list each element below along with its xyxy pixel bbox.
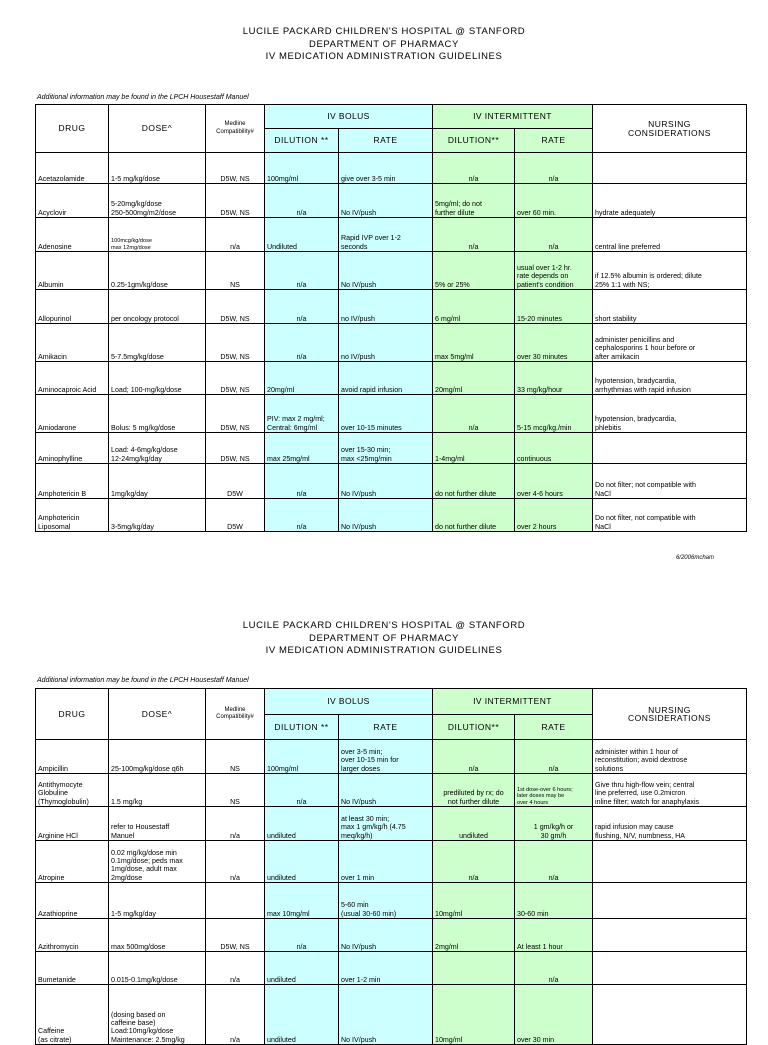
- col-compatibility: Medline Compatibility#: [206, 689, 265, 740]
- col-int-rate: RATE: [515, 129, 593, 153]
- col-drug: DRUG: [36, 689, 109, 740]
- page2-header: [0, 620, 768, 658]
- nursing-cell: [593, 919, 747, 952]
- dose-cell: Bolus: 5 mg/kg/dose: [109, 395, 206, 433]
- bolus-dilution-cell: n/a: [265, 919, 339, 952]
- bolus-dilution-cell: n/a: [265, 464, 339, 499]
- int-dilution-cell: 5mg/ml; do not further dilute: [433, 184, 515, 218]
- bolus-rate-cell: No IV/push: [339, 499, 433, 532]
- dose-cell: 100mcg/kg/dose max 12mg/dose: [109, 218, 206, 252]
- dose-cell: 3-5mg/kg/day: [109, 499, 206, 532]
- nursing-cell: [593, 153, 747, 184]
- bolus-rate-cell: give over 3-5 min: [339, 153, 433, 184]
- int-rate-cell: At least 1 hour: [515, 919, 593, 952]
- hospital-name: LUCILE PACKARD CHILDREN'S HOSPITAL @ STANFORD: [242, 620, 526, 631]
- drug-cell: Acetazolamide: [36, 153, 109, 184]
- drug-cell: Amphotericin Liposomal: [36, 499, 109, 532]
- int-rate-cell: n/a: [515, 218, 593, 252]
- document-title: IV MEDICATION ADMINISTRATION GUIDELINES: [265, 645, 503, 656]
- drug-cell: Azathioprine: [36, 883, 109, 919]
- int-rate-cell: 5-15 mcg/kg./min: [515, 395, 593, 433]
- bolus-dilution-cell: undiluted: [265, 841, 339, 883]
- table-row: [36, 985, 747, 1045]
- nursing-cell: administer penicillins and cephalosporins 1 hour before or after amikacin: [593, 324, 747, 362]
- int-rate-cell: over 60 min.: [515, 184, 593, 218]
- dose-cell: (dosing based on caffeine base) Load:10mg/kg/dose Maintenance: 2.5mg/kg: [109, 985, 206, 1045]
- table-row: [36, 218, 747, 252]
- col-bolus-rate: RATE: [339, 129, 433, 153]
- bolus-dilution-cell: 20mg/ml: [265, 362, 339, 395]
- bolus-dilution-cell: Undiluted: [265, 218, 339, 252]
- hospital-name: LUCILE PACKARD CHILDREN'S HOSPITAL @ STANFORD: [242, 26, 526, 37]
- compatibility-cell: n/a: [206, 807, 265, 841]
- page1-header: [0, 26, 768, 64]
- col-bolus-dilution: DILUTION **: [265, 129, 339, 153]
- nursing-cell: Give thru high-flow vein; central line preferred, use 0.2micron inline filter; watch for anaphylaxis: [593, 774, 747, 807]
- table-row: [36, 433, 747, 464]
- dose-cell: 0.015-0.1mg/kg/dose: [109, 952, 206, 985]
- int-dilution-cell: n/a: [433, 395, 515, 433]
- drug-cell: Antithymocyte Globuline (Thymoglobulin): [36, 774, 109, 807]
- bolus-dilution-cell: undiluted: [265, 985, 339, 1045]
- bolus-dilution-cell: n/a: [265, 324, 339, 362]
- dose-cell: 5-20mg/kg/dose 250-500mg/m2/dose: [109, 184, 206, 218]
- col-int-rate: RATE: [515, 715, 593, 740]
- bolus-rate-cell: Rapid IVP over 1-2 seconds: [339, 218, 433, 252]
- bolus-rate-cell: over 10-15 minutes: [339, 395, 433, 433]
- int-rate-cell: 15-20 minutes: [515, 290, 593, 324]
- table-row: [36, 919, 747, 952]
- table-row: [36, 290, 747, 324]
- compatibility-cell: D5W, NS: [206, 395, 265, 433]
- table-row: [36, 252, 747, 290]
- dose-cell: refer to Housestaff Manuel: [109, 807, 206, 841]
- dose-cell: 0.02 mg/kg/dose min 0.1mg/dose; peds max 1mg/dose, adult max 2mg/dose: [109, 841, 206, 883]
- compatibility-cell: D5W, NS: [206, 153, 265, 184]
- int-dilution-cell: 2mg/ml: [433, 919, 515, 952]
- drug-cell: Amiodarone: [36, 395, 109, 433]
- table-row: [36, 807, 747, 841]
- bolus-dilution-cell: undiluted: [265, 807, 339, 841]
- drug-cell: Bumetanide: [36, 952, 109, 985]
- compatibility-cell: D5W, NS: [206, 362, 265, 395]
- table-row: [36, 952, 747, 985]
- int-rate-cell: usual over 1-2 hr. rate depends on patient's condition: [515, 252, 593, 290]
- compatibility-cell: n/a: [206, 952, 265, 985]
- col-compatibility: Medline Compatibility#: [206, 105, 265, 153]
- compatibility-cell: D5W: [206, 499, 265, 532]
- dose-cell: Load: 4-6mg/kg/dose 12-24mg/kg/day: [109, 433, 206, 464]
- bolus-dilution-cell: max 10mg/ml: [265, 883, 339, 919]
- int-rate-cell: 30-60 min: [515, 883, 593, 919]
- housestaff-note: Additional information may be found in the LPCH Housestaff Manuel: [37, 94, 249, 101]
- int-dilution-cell: 20mg/ml: [433, 362, 515, 395]
- bolus-dilution-cell: n/a: [265, 290, 339, 324]
- nursing-cell: central line preferred: [593, 218, 747, 252]
- compatibility-cell: D5W, NS: [206, 324, 265, 362]
- bolus-dilution-cell: n/a: [265, 499, 339, 532]
- group-iv-bolus: IV BOLUS: [265, 689, 433, 715]
- nursing-cell: [593, 952, 747, 985]
- group-iv-intermittent: IV INTERMITTENT: [433, 689, 593, 715]
- compatibility-cell: n/a: [206, 218, 265, 252]
- revision-stamp: 6/2006mcham: [675, 555, 714, 561]
- col-bolus-rate: RATE: [339, 715, 433, 740]
- col-int-dilution: DILUTION**: [433, 129, 515, 153]
- col-bolus-dilution: DILUTION **: [265, 715, 339, 740]
- table-row: [36, 740, 747, 774]
- int-dilution-cell: undiluted: [433, 807, 515, 841]
- dose-cell: 1-5 mg/kg/dose: [109, 153, 206, 184]
- int-dilution-cell: n/a: [433, 153, 515, 184]
- drug-cell: Aminophylline: [36, 433, 109, 464]
- drug-cell: Aminocaproic Acid: [36, 362, 109, 395]
- int-rate-cell: over 30 minutes: [515, 324, 593, 362]
- int-rate-cell: 33 mg/kg/hour: [515, 362, 593, 395]
- int-dilution-cell: 10mg/ml: [433, 985, 515, 1045]
- table-row: [36, 153, 747, 184]
- table-row: [36, 841, 747, 883]
- bolus-rate-cell: no IV/push: [339, 324, 433, 362]
- int-dilution-cell: [433, 952, 515, 985]
- int-rate-cell: over 2 hours: [515, 499, 593, 532]
- department-name: DEPARTMENT OF PHARMACY: [309, 38, 459, 50]
- drug-cell: Arginine HCl: [36, 807, 109, 841]
- table-row: [36, 395, 747, 433]
- int-rate-cell: 1st dose-over 6 hours; later doses may be over 4 hours: [515, 774, 593, 807]
- dose-cell: 1mg/kg/day: [109, 464, 206, 499]
- compatibility-cell: NS: [206, 740, 265, 774]
- table-row: [36, 184, 747, 218]
- int-dilution-cell: prediluted by rx; do not further dilute: [433, 774, 515, 807]
- department-name: DEPARTMENT OF PHARMACY: [309, 632, 459, 644]
- dose-cell: 1-5 mg/kg/day: [109, 883, 206, 919]
- table-row: [36, 883, 747, 919]
- nursing-cell: if 12.5% albumin is ordered; dilute 25% 1:1 with NS;: [593, 252, 747, 290]
- nursing-cell: hypotension, bradycardia, phlebitis: [593, 395, 747, 433]
- compatibility-cell: n/a: [206, 985, 265, 1045]
- table-row: [36, 324, 747, 362]
- col-nursing: NURSING CONSIDERATIONS: [593, 689, 747, 740]
- guidelines-table-page1: [35, 104, 747, 532]
- nursing-cell: rapid infusion may cause flushing, N/V, numbness, HA: [593, 807, 747, 841]
- dose-cell: 25-100mg/kg/dose q6h: [109, 740, 206, 774]
- bolus-rate-cell: avoid rapid infusion: [339, 362, 433, 395]
- nursing-cell: Do not filter, not compatible with NaCl: [593, 499, 747, 532]
- int-dilution-cell: n/a: [433, 740, 515, 774]
- dose-cell: per oncology protocol: [109, 290, 206, 324]
- nursing-cell: Do not filter; not compatible with NaCl: [593, 464, 747, 499]
- compatibility-cell: [206, 883, 265, 919]
- bolus-dilution-cell: 100mg/ml: [265, 740, 339, 774]
- bolus-rate-cell: over 1 min: [339, 841, 433, 883]
- int-dilution-cell: n/a: [433, 218, 515, 252]
- int-rate-cell: 1 gm/kg/h or 30 gm/h: [515, 807, 593, 841]
- drug-cell: Acyclovir: [36, 184, 109, 218]
- col-drug: DRUG: [36, 105, 109, 153]
- int-rate-cell: n/a: [515, 153, 593, 184]
- int-dilution-cell: 10mg/ml: [433, 883, 515, 919]
- nursing-cell: short stability: [593, 290, 747, 324]
- group-iv-bolus: IV BOLUS: [265, 105, 433, 129]
- compatibility-cell: NS: [206, 774, 265, 807]
- bolus-rate-cell: no IV/push: [339, 290, 433, 324]
- drug-cell: Amphotericin B: [36, 464, 109, 499]
- housestaff-note: Additional information may be found in the LPCH Housestaff Manuel: [37, 677, 249, 684]
- drug-cell: Caffeine (as citrate): [36, 985, 109, 1045]
- drug-cell: Azithromycin: [36, 919, 109, 952]
- bolus-rate-cell: over 3-5 min; over 10-15 min for larger doses: [339, 740, 433, 774]
- bolus-dilution-cell: 100mg/ml: [265, 153, 339, 184]
- int-rate-cell: n/a: [515, 952, 593, 985]
- drug-cell: Allopurinol: [36, 290, 109, 324]
- int-rate-cell: continuous: [515, 433, 593, 464]
- col-dose: DOSE^: [109, 689, 206, 740]
- col-dose: DOSE^: [109, 105, 206, 153]
- nursing-cell: [593, 985, 747, 1045]
- nursing-cell: [593, 841, 747, 883]
- compatibility-cell: n/a: [206, 841, 265, 883]
- bolus-rate-cell: No IV/push: [339, 184, 433, 218]
- drug-cell: Albumin: [36, 252, 109, 290]
- nursing-cell: [593, 433, 747, 464]
- dose-cell: 0.25-1gm/kg/dose: [109, 252, 206, 290]
- int-rate-cell: n/a: [515, 841, 593, 883]
- bolus-rate-cell: at least 30 min; max 1 gm/kg/h (4.75 meq/kg/h): [339, 807, 433, 841]
- int-dilution-cell: max 5mg/ml: [433, 324, 515, 362]
- table-row: [36, 774, 747, 807]
- bolus-dilution-cell: n/a: [265, 252, 339, 290]
- bolus-dilution-cell: max 25mg/ml: [265, 433, 339, 464]
- bolus-rate-cell: No IV/push: [339, 774, 433, 807]
- guidelines-table-page2: [35, 688, 747, 1045]
- dose-cell: Load; 100-mg/kg/dose: [109, 362, 206, 395]
- bolus-rate-cell: No IV/push: [339, 464, 433, 499]
- int-dilution-cell: 1-4mg/ml: [433, 433, 515, 464]
- bolus-rate-cell: No IV/push: [339, 919, 433, 952]
- int-dilution-cell: n/a: [433, 841, 515, 883]
- int-dilution-cell: do not further dilute: [433, 499, 515, 532]
- drug-cell: Atropine: [36, 841, 109, 883]
- col-int-dilution: DILUTION**: [433, 715, 515, 740]
- table-row: [36, 499, 747, 532]
- int-dilution-cell: 5% or 25%: [433, 252, 515, 290]
- int-dilution-cell: do not further dilute: [433, 464, 515, 499]
- compatibility-cell: NS: [206, 252, 265, 290]
- nursing-cell: hypotension, bradycardia, arrhythmias with rapid infusion: [593, 362, 747, 395]
- int-rate-cell: n/a: [515, 740, 593, 774]
- bolus-dilution-cell: undiluted: [265, 952, 339, 985]
- int-rate-cell: over 4-6 hours: [515, 464, 593, 499]
- bolus-rate-cell: over 1-2 min: [339, 952, 433, 985]
- table-row: [36, 362, 747, 395]
- compatibility-cell: D5W, NS: [206, 919, 265, 952]
- compatibility-cell: D5W, NS: [206, 290, 265, 324]
- bolus-rate-cell: No IV/push: [339, 985, 433, 1045]
- bolus-rate-cell: over 15-30 min; max <25mg/min: [339, 433, 433, 464]
- dose-cell: 1.5 mg/kg: [109, 774, 206, 807]
- nursing-cell: administer within 1 hour of reconstitution; avoid dextrose solutions: [593, 740, 747, 774]
- document-title: IV MEDICATION ADMINISTRATION GUIDELINES: [265, 51, 503, 62]
- table-row: [36, 464, 747, 499]
- compatibility-cell: D5W: [206, 464, 265, 499]
- compatibility-cell: D5W, NS: [206, 433, 265, 464]
- bolus-dilution-cell: n/a: [265, 184, 339, 218]
- group-iv-intermittent: IV INTERMITTENT: [433, 105, 593, 129]
- int-dilution-cell: 6 mg/ml: [433, 290, 515, 324]
- bolus-dilution-cell: n/a: [265, 774, 339, 807]
- col-nursing: NURSING CONSIDERATIONS: [593, 105, 747, 153]
- nursing-cell: hydrate adequately: [593, 184, 747, 218]
- nursing-cell: [593, 883, 747, 919]
- drug-cell: Amikacin: [36, 324, 109, 362]
- drug-cell: Ampicillin: [36, 740, 109, 774]
- int-rate-cell: over 30 min: [515, 985, 593, 1045]
- compatibility-cell: D5W, NS: [206, 184, 265, 218]
- bolus-rate-cell: No IV/push: [339, 252, 433, 290]
- dose-cell: max 500mg/dose: [109, 919, 206, 952]
- bolus-rate-cell: 5-60 min (usual 30-60 min): [339, 883, 433, 919]
- bolus-dilution-cell: PIV: max 2 mg/ml; Central: 6mg/ml: [265, 395, 339, 433]
- drug-cell: Adenosine: [36, 218, 109, 252]
- dose-cell: 5-7.5mg/kg/dose: [109, 324, 206, 362]
